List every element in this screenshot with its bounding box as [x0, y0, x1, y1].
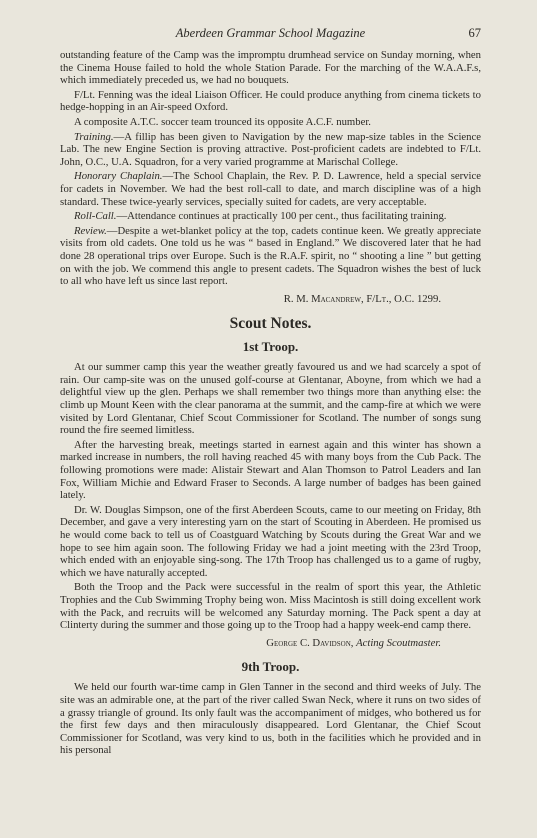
atc-training-paragraph	[60, 131, 481, 169]
review-text: —Despite a wet-blanket policy at the top, cadets continue keen. We greatly appreciate visits from old cadets. One told us he was “ based in England.” We discovered later that he had done 28 operational trips over Europe. Such is the R.A.F. spirit, no “ shooting a line ” but getting on with the job. We commend this angle to present cadets. The Squadron wishes the best of luck to all who have left us since last report.	[60, 224, 481, 288]
troop-1-signature-role: Acting Scoutmaster.	[356, 636, 441, 649]
troop-9-paragraph-1: We held our fourth war-time camp in Glen Tanner in the second and third weeks of July. The site was an admirable one, at the part of the river called Swan Neck, where it runs on two sides of a grassy triangle of ground. Its only fault was the accompaniment of midges, who bothered us for the first few days and then miraculously disappeared. Lord Glentanar, the Chief Scout Commissioner for Scotland, was very kind to us, both in the facilities which he provided and in his personal	[60, 681, 481, 757]
training-lead: Training.	[74, 130, 114, 143]
scout-notes-heading: Scout Notes.	[229, 315, 312, 333]
troop-1-paragraph-3: Dr. W. Douglas Simpson, one of the first Aberdeen Scouts, came to our meeting on Friday, 8th December, and gave a very interesting yarn on the start of Scouting in Aberdeen. He promised us he would come back to tell us of Coastguard Watching by Scouts during the Great War and we hope to see him again soon. The following Friday we had a joint meeting with the 23rd Troop, which ended with an enjoyable sing-song. The 17th Troop has challenged us to a game of rugby, which we have naturally accepted.	[60, 503, 481, 579]
atc-signature: R. M. Macandrew, F/Lt., O.C. 1299.	[283, 292, 441, 305]
atc-intro-paragraph: outstanding feature of the Camp was the impromptu drumhead service on Sunday morning, when the Cinema House failed to hold the whole Station Parade. For the marching of the W.A.A.F.s, which immediately preceded us, we had no bouquets.	[60, 49, 481, 87]
atc-chaplain-paragraph	[60, 170, 481, 208]
chaplain-lead: Honorary Chaplain.	[74, 170, 163, 183]
troop-9-heading: 9th Troop.	[241, 659, 300, 675]
chaplain-text: —The School Chaplain, the Rev. P. D. Lawrence, held a special service for cadets in November. We had the best roll-call to date, and march discipline was of a high standard. These twice-yearly services, specially suited for cadets, are very acceptable.	[60, 170, 481, 208]
troop-1-heading: 1st Troop.	[242, 339, 299, 355]
atc-rollcall-paragraph	[60, 210, 481, 223]
review-lead: Review.	[74, 224, 107, 237]
page-number: 67	[468, 26, 481, 40]
troop-1-signature-name: George C. Davidson,	[266, 636, 354, 649]
rollcall-lead: Roll-Call.	[74, 210, 117, 223]
troop-1-paragraph-1: At our summer camp this year the weather greatly favoured us and we had scarcely a spot of rain. Our camp-site was on the unused golf-course at Glentanar, Aboyne, from which we had a delightful view up the glen. Perhaps we shall remember two things more than anything else: the climb up Mount Keen with the clear panorama at the summit, and the camp-fire at which we were visited by Lord Glentanar, Chief Scout Commissioner for Scotland. The number of songs sung round the fire seemed limitless.	[60, 361, 481, 437]
rollcall-text: —Attendance continues at practically 100 per cent., thus facilitating training.	[116, 210, 447, 223]
troop-1-paragraph-2: After the harvesting break, meetings started in earnest again and this winter has shown a marked increase in numbers, the roll having reached 45 with many boys from the Cub Pack. The following promotions were made: Alistair Stewart and Alan Thomson to Patrol Leaders and Ian Fox, William Michie and Edward Fraser to Seconds. A large number of badges has been gained lately.	[60, 438, 481, 502]
atc-soccer-paragraph: A composite A.T.C. soccer team trounced its opposite A.C.F. number.	[74, 115, 371, 128]
running-head	[60, 26, 481, 41]
magazine-title: Aberdeen Grammar School Magazine	[175, 26, 366, 40]
training-text: —A fillip has been given to Navigation by the new map-size tables in the Science Lab. The new Engine Section is proving attractive. Post-proficient cadets are indebted to F/Lt. John, O.C., U.A. Squadron, for a very varied programme at Marischal College.	[60, 130, 481, 168]
atc-review-paragraph	[60, 225, 481, 288]
atc-liaison-paragraph: F/Lt. Fenning was the ideal Liaison Officer. He could produce anything from cinema tickets to hedge-hopping in an Air-speed Oxford.	[60, 88, 481, 114]
troop-1-paragraph-4: Both the Troop and the Pack were successful in the realm of sport this year, the Athletic Trophies and the Cub Swimming Trophy being won. Miss Macintosh is still doing excellent work with the Pack, and recruits will be welcomed any Saturday morning. The Pack spent a day at Clinterty during the summer and those going up to the Troop had a happy week-end camp there.	[60, 581, 481, 632]
troop-1-signature	[60, 637, 481, 650]
